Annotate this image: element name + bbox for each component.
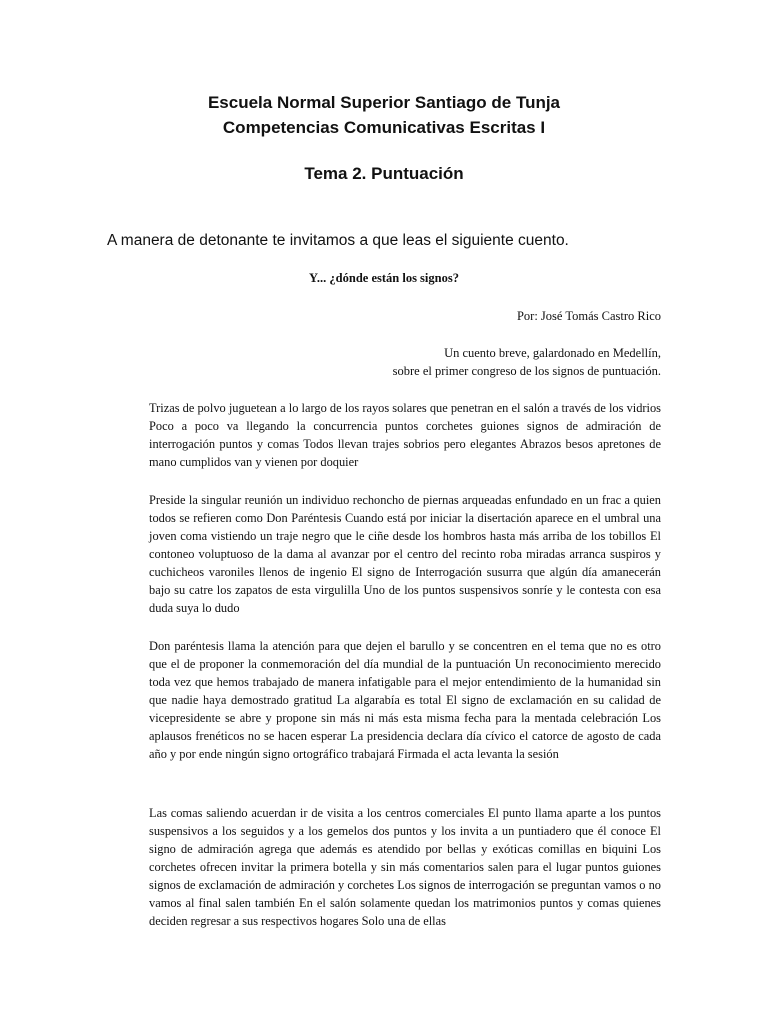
story-paragraph-2: Preside la singular reunión un individuo rechoncho de piernas arqueadas enfundado en un frac a quien todos se refieren como Don Paréntesis Cuando está por iniciar la disertación aparece en el umbral una joven coma vistiendo un traje negro que le ciñe desde los hombros hasta más arriba de los tobillos El contoneo voluptuoso de la dama al avanzar por el centro del recinto roba miradas arranca suspiros y cuchicheos varoniles llenos de ingenio El signo de Interrogación susurra que algún día amanecerán bajo su catre los zapatos de esta virgulilla Uno de los puntos suspensivos sonríe y le contesta con esa duda suya lo dudo xyxy=(149,493,661,615)
intro-text: A manera de detonante te invitamos a que leas el siguiente cuento. xyxy=(107,232,569,249)
story-paragraph-3: Don paréntesis llama la atención para que dejen el barullo y se concentren en el tema que no es otro que el de proponer la conmemoración del día mundial de la puntuación Un reconocimiento merecido toda vez que hemos trabajado de manera infatigable para el mejor entendimiento de la humanidad sin que nadie haya demostrado gratitud La algarabía es total El signo de exclamación en su calidad de vicepresidente se abre y propone sin más ni más esta misma fecha para la mentada celebración Los aplausos frenéticos no se hacen esperar La presidencia declara día cívico el catorce de agosto de cada año y por ende ningún signo ortográfico trabajará Firmada el acta levanta la sesión xyxy=(149,639,661,761)
story-subtitle xyxy=(393,344,661,380)
story-author: Por: José Tomás Castro Rico xyxy=(516,309,661,323)
story-title: Y... ¿dónde están los signos? xyxy=(309,271,459,285)
topic-heading: Tema 2. Puntuación xyxy=(304,164,464,183)
story-paragraph-4: Las comas saliendo acuerdan ir de visita a los centros comerciales El punto llama aparte a los puntos suspensivos a los seguidos y a los gemelos dos puntos y los invita a un puntiadero que él conoce El signo de admiración agrega que además es atendido por bellas y exóticas comillas en biquini Los corchetes ofrecen invitar la primera botella y sin más comentarios salen para el lugar puntos guiones signos de exclamación de admiración y corchetes Los signos de interrogación se preguntan vamos o no vamos al final salen también En el salón solamente quedan los matrimonios puntos y comas quienes deciden regresar a sus respectivos hogares Solo una de ellas xyxy=(149,806,661,928)
story-paragraph-1: Trizas de polvo juguetean a lo largo de los rayos solares que penetran en el salón a través de los vidrios Poco a poco va llegando la concurrencia puntos corchetes guiones signos de admiración de interrogación puntos y comas Todos llevan trajes sobrios pero elegantes Abrazos besos apretones de mano cumplidos van y vienen por doquier xyxy=(149,401,661,469)
school-heading: Escuela Normal Superior Santiago de Tunja xyxy=(207,93,561,112)
subtitle-line-1: Un cuento breve, galardonado en Medellín, xyxy=(444,346,661,360)
subtitle-line-2: sobre el primer congreso de los signos de puntuación. xyxy=(392,364,661,378)
course-heading: Competencias Comunicativas Escritas I xyxy=(222,118,546,137)
